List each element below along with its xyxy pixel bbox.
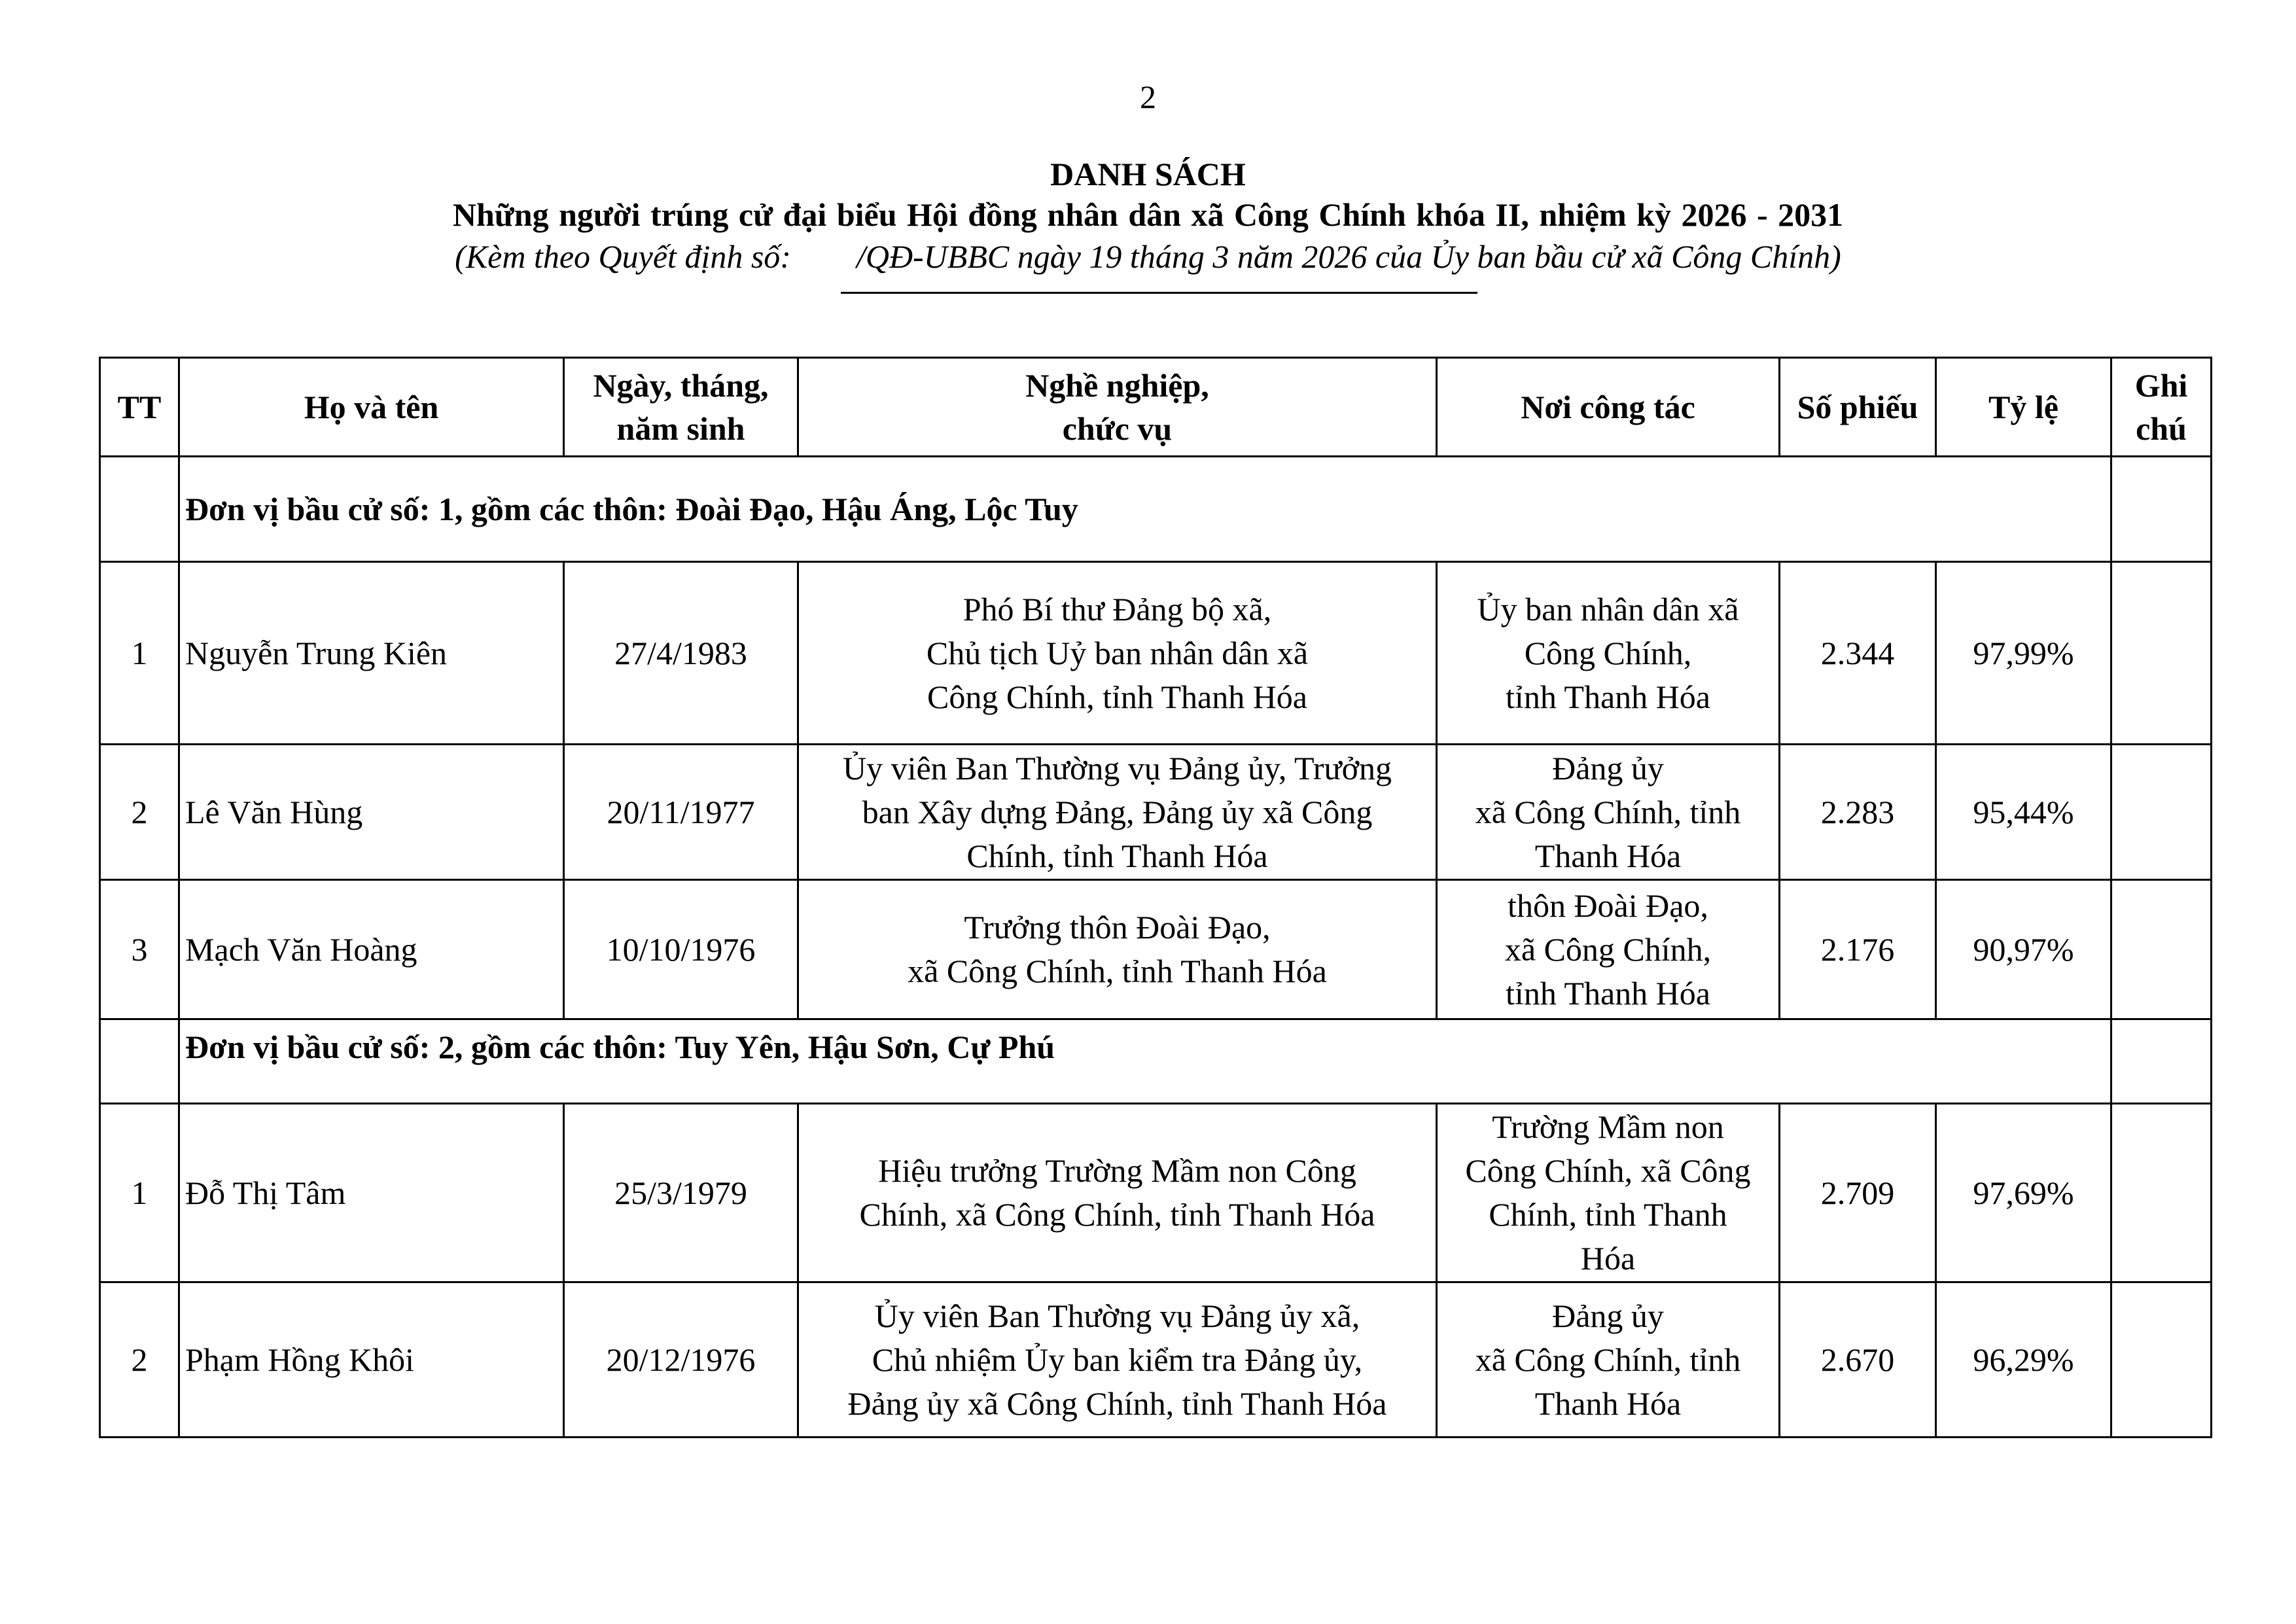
cell-rate: 96,29% [1936,1282,2111,1438]
cell-workplace [1437,562,1780,745]
header-votes: Số phiếu [1780,358,1936,457]
unit-note-cell [2111,1019,2212,1104]
title-underline [841,292,1477,294]
table-row [100,562,2212,745]
cell-dob: 27/4/1983 [564,562,798,745]
cell-name: Nguyễn Trung Kiên [179,562,564,745]
job-line: Hiệu trưởng Trường Mầm non Công [878,1152,1356,1189]
table-row [100,1282,2212,1438]
workplace-line: Công Chính, xã Công [1465,1152,1751,1189]
workplace-line: Thanh Hóa [1534,1385,1682,1422]
cell-name: Lê Văn Hùng [179,745,564,880]
cell-workplace [1437,1104,1780,1282]
workplace-line: xã Công Chính, tỉnh [1475,793,1741,830]
header-tt: TT [100,358,179,457]
cell-dob: 20/11/1977 [564,745,798,880]
cell-note [2111,1282,2212,1438]
header-note [2111,358,2212,457]
workplace-line: Chính, tỉnh Thanh [1489,1196,1727,1233]
cell-votes: 2.344 [1780,562,1936,745]
job-line: Chính, tỉnh Thanh Hóa [966,837,1268,874]
cell-job [798,1282,1437,1438]
header-job-line: chức vụ [1062,410,1173,447]
unit-row [100,457,2212,562]
header-dob [564,358,798,457]
workplace-line: Công Chính, [1524,634,1692,671]
cell-tt: 3 [100,880,179,1019]
job-line: Trưởng thôn Đoài Đạo, [964,909,1271,945]
table-row [100,1104,2212,1282]
job-line: Chính, xã Công Chính, tỉnh Thanh Hóa [859,1196,1375,1233]
cell-rate: 97,69% [1936,1104,2111,1282]
cell-name: Mạch Văn Hoàng [179,880,564,1019]
header-note-line: chú [2136,410,2187,447]
workplace-line: Trường Mầm non [1492,1108,1724,1145]
table-row [100,745,2212,880]
workplace-line: thôn Đoài Đạo, [1508,887,1708,924]
cell-note [2111,562,2212,745]
header-dob-line: Ngày, tháng, [593,367,769,404]
workplace-line: tỉnh Thanh Hóa [1506,678,1710,715]
document-title: DANH SÁCH [1050,156,1246,192]
table-row [100,880,2212,1019]
header-note-line: Ghi [2134,367,2188,404]
cell-job [798,1104,1437,1282]
header-workplace: Nơi công tác [1437,358,1780,457]
workplace-line: Đảng ủy [1552,749,1664,786]
job-line: Ủy viên Ban Thường vụ Đảng ủy, Trưởng [842,749,1392,786]
cell-workplace [1437,1282,1780,1438]
cell-tt: 2 [100,745,179,880]
workplace-line: Ủy ban nhân dân xã [1477,590,1739,627]
cell-job [798,562,1437,745]
header-job-line: Nghề nghiệp, [1025,367,1209,404]
cell-job [798,880,1437,1019]
unit-tt-cell [100,1019,179,1104]
job-line: xã Công Chính, tỉnh Thanh Hóa [908,953,1327,989]
decision-reference: (Kèm theo Quyết định số: /QĐ-UBBC ngày 19 tháng 3 năm 2026 của Ủy ban bầu cử xã Công Chính) [455,238,1841,275]
cell-votes: 2.670 [1780,1282,1936,1438]
cell-rate: 90,97% [1936,880,2111,1019]
header-job [798,358,1437,457]
cell-workplace [1437,745,1780,880]
cell-workplace [1437,880,1780,1019]
cell-dob: 25/3/1979 [564,1104,798,1282]
workplace-line: Đảng ủy [1552,1297,1664,1334]
unit-label: Đơn vị bầu cử số: 2, gồm các thôn: Tuy Yên, Hậu Sơn, Cự Phú [179,1019,2111,1104]
job-line: Chủ tịch Uỷ ban nhân dân xã [926,634,1309,671]
header-rate: Tỷ lệ [1936,358,2111,457]
workplace-line: xã Công Chính, tỉnh [1475,1341,1741,1378]
cell-votes: 2.176 [1780,880,1936,1019]
job-line: Phó Bí thư Đảng bộ xã, [963,590,1272,627]
cell-note [2111,880,2212,1019]
cell-name: Đỗ Thị Tâm [179,1104,564,1282]
page-number: 2 [1140,79,1156,115]
cell-tt: 1 [100,1104,179,1282]
job-line: Đảng ủy xã Công Chính, tỉnh Thanh Hóa [847,1385,1387,1422]
cell-dob: 10/10/1976 [564,880,798,1019]
document-subtitle: Những người trúng cử đại biểu Hội đồng nhân dân xã Công Chính khóa II, nhiệm kỳ 2026 - 2031 [452,196,1844,233]
cell-dob: 20/12/1976 [564,1282,798,1438]
elected-delegates-table [99,357,2212,1438]
cell-note [2111,745,2212,880]
cell-tt: 2 [100,1282,179,1438]
workplace-line: tỉnh Thanh Hóa [1506,974,1710,1012]
cell-note [2111,1104,2212,1282]
job-line: Công Chính, tỉnh Thanh Hóa [927,678,1307,715]
header-name: Họ và tên [179,358,564,457]
workplace-line: xã Công Chính, [1504,930,1712,968]
job-line: Ủy viên Ban Thường vụ Đảng ủy xã, [874,1297,1360,1334]
job-line: ban Xây dựng Đảng, Đảng ủy xã Công [862,793,1373,830]
cell-votes: 2.283 [1780,745,1936,880]
cell-rate: 97,99% [1936,562,2111,745]
job-line: Chủ nhiệm Ủy ban kiểm tra Đảng ủy, [872,1341,1363,1378]
unit-label: Đơn vị bầu cử số: 1, gồm các thôn: Đoài Đạo, Hậu Áng, Lộc Tuy [179,457,2111,562]
cell-rate: 95,44% [1936,745,2111,880]
header-dob-line: năm sinh [616,410,745,447]
header-row [100,358,2212,457]
cell-tt: 1 [100,562,179,745]
workplace-line: Hóa [1580,1240,1636,1277]
unit-note-cell [2111,457,2212,562]
workplace-line: Thanh Hóa [1534,837,1682,874]
unit-tt-cell [100,457,179,562]
cell-name: Phạm Hồng Khôi [179,1282,564,1438]
cell-votes: 2.709 [1780,1104,1936,1282]
unit-row [100,1019,2212,1104]
cell-job [798,745,1437,880]
